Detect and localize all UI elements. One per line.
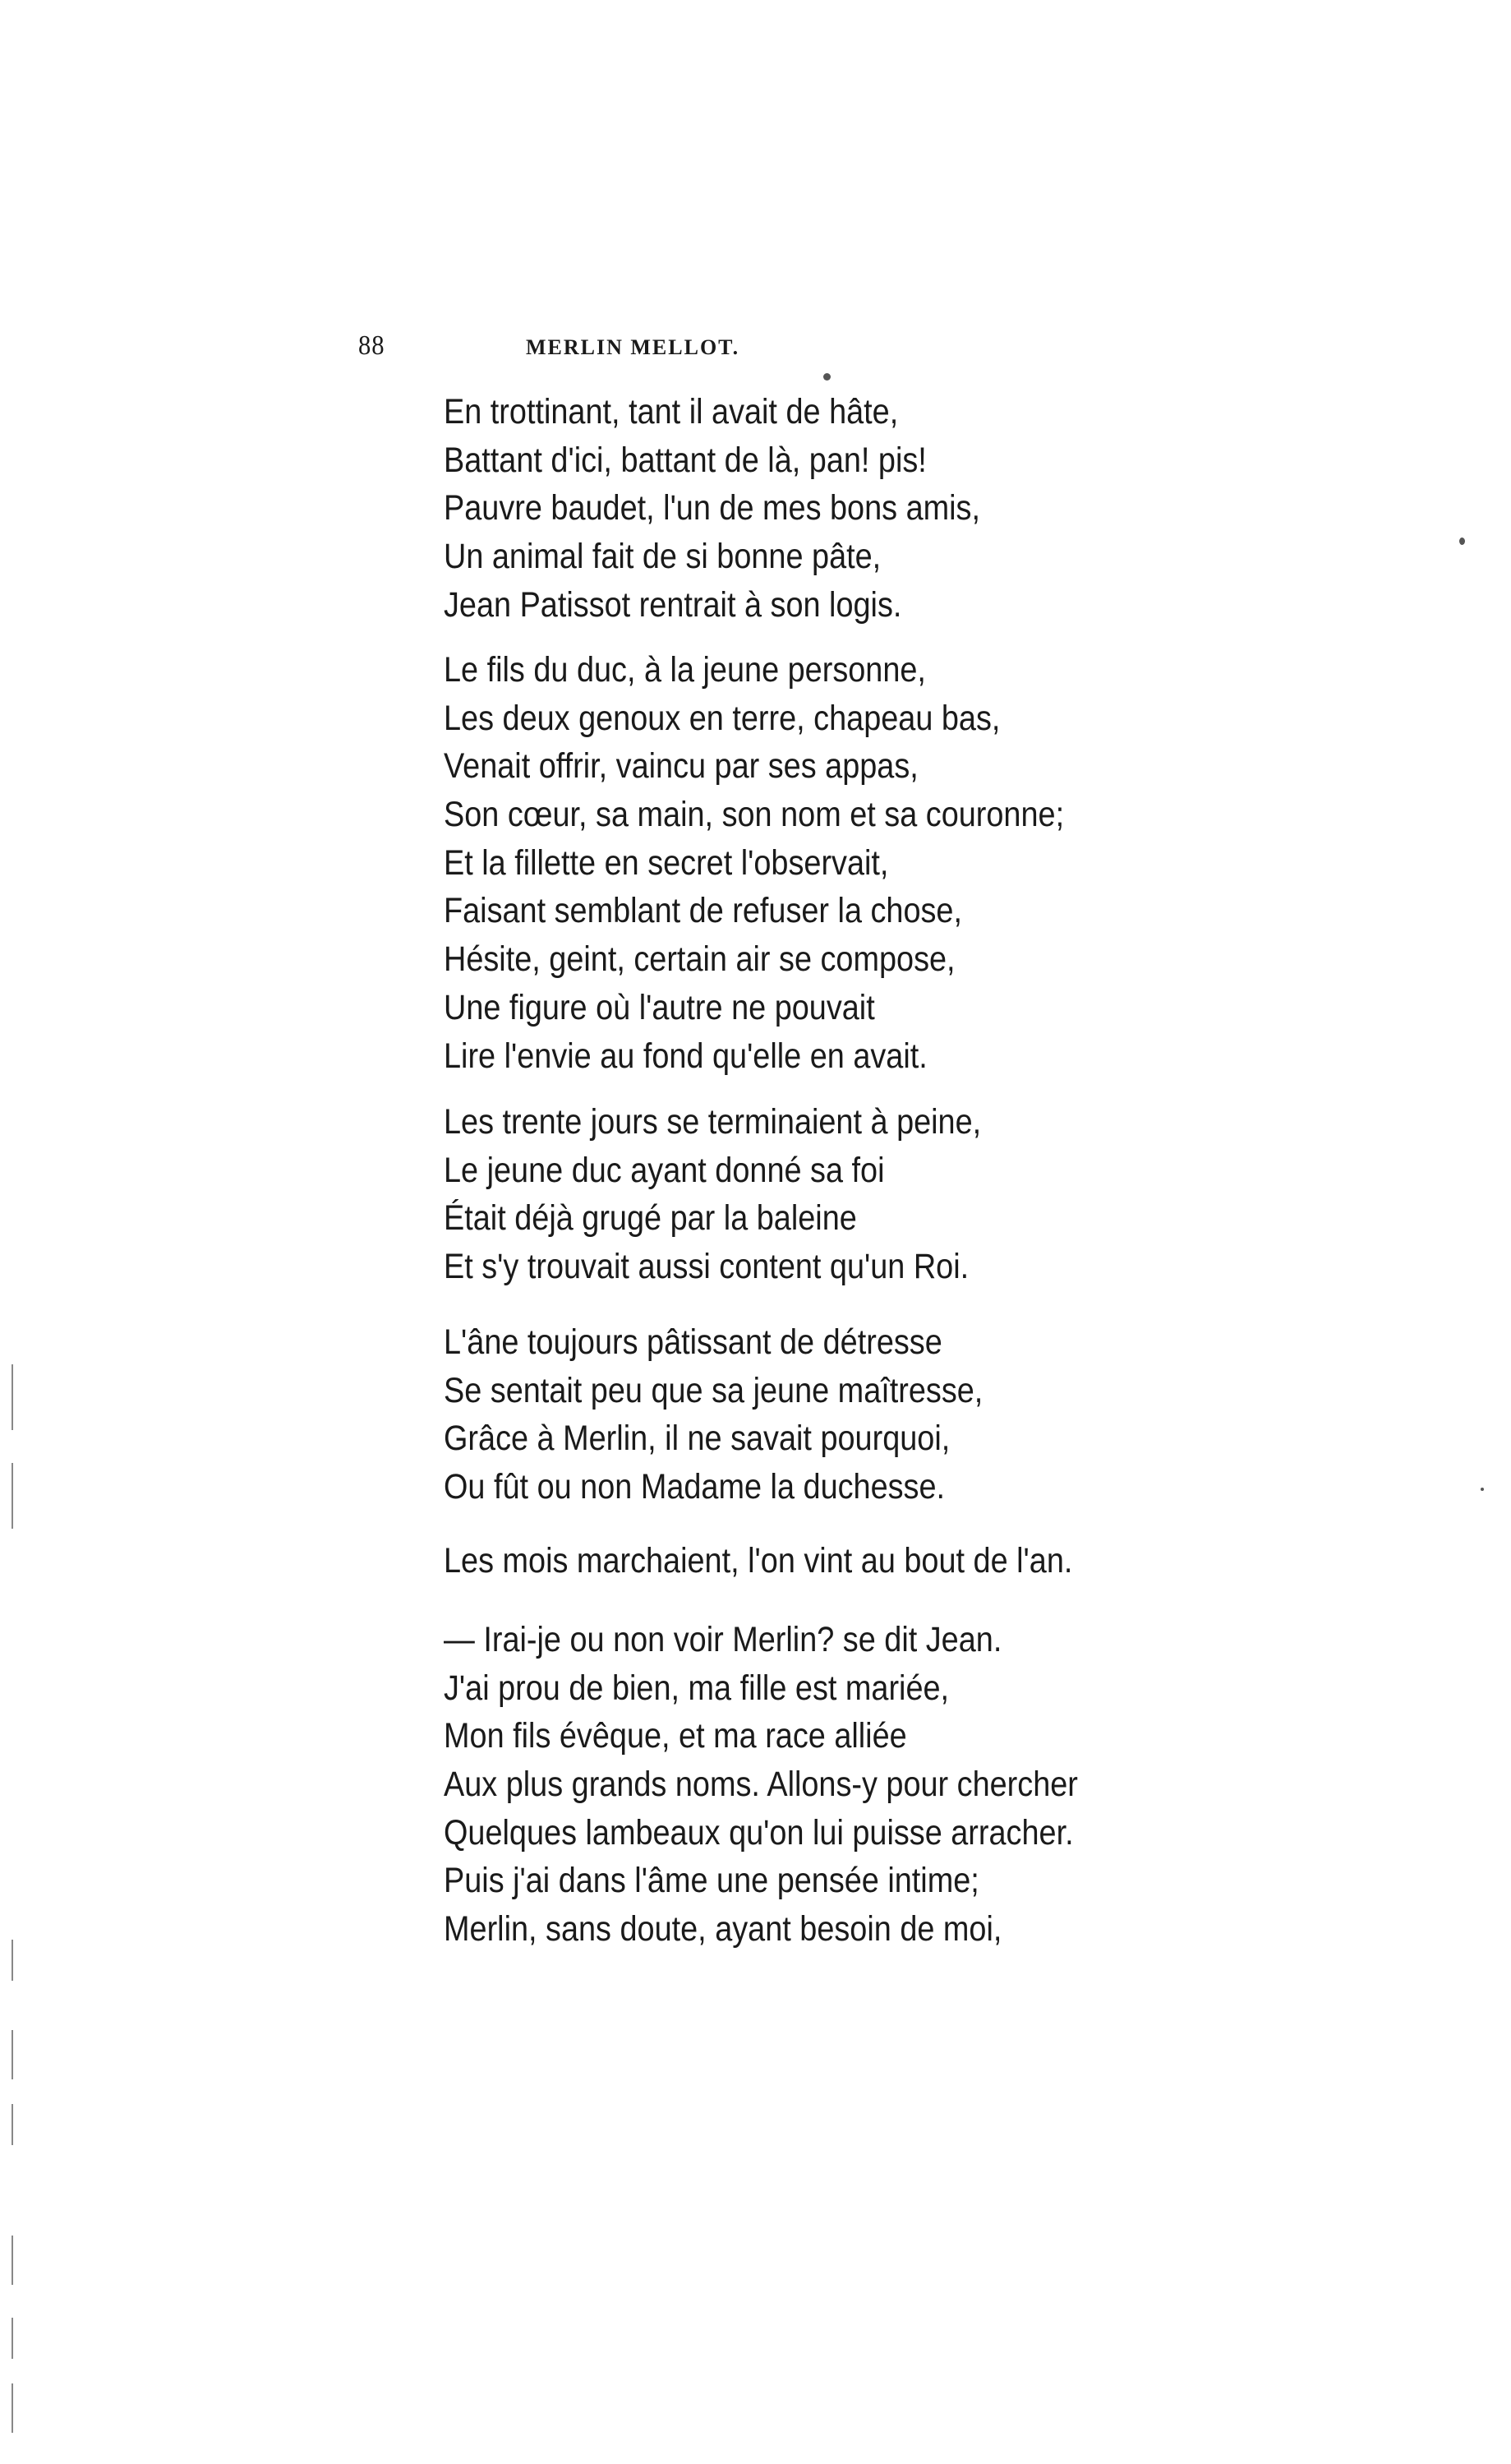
verse-line: Aux plus grands noms. Allons-y pour chercher: [444, 1765, 1078, 1805]
stanza: [444, 1537, 1265, 1585]
margin-mark: [12, 2030, 13, 2079]
verse-line: L'âne toujours pâtissant de détresse: [444, 1322, 942, 1362]
verse-line: Venait offrir, vaincu par ses appas,: [444, 746, 919, 787]
verse-line: Un animal fait de si bonne pâte,: [444, 537, 882, 577]
ink-speck: [1459, 538, 1465, 545]
verse-line: Se sentait peu que sa jeune maîtresse,: [444, 1370, 984, 1410]
verse-line: Une figure où l'autre ne pouvait: [444, 987, 875, 1027]
verse-line: Quelques lambeaux qu'on lui puisse arracher.: [444, 1812, 1074, 1853]
stanza: [444, 1616, 1265, 1954]
margin-mark: [12, 1364, 13, 1430]
margin-mark: [12, 2383, 13, 2433]
verse-line: Jean Patissot rentrait à son logis.: [444, 584, 902, 625]
stanza: [444, 1318, 1265, 1511]
running-title: MERLIN MELLOT.: [526, 335, 740, 359]
verse-line: Pauvre baudet, l'un de mes bons amis,: [444, 488, 980, 528]
verse-line: Les mois marchaient, l'on vint au bout de l'an.: [444, 1541, 1073, 1580]
margin-mark: [12, 2236, 13, 2285]
verse-line: Battant d'ici, battant de là, pan! pis!: [444, 440, 927, 480]
verse-line: Était déjà grugé par la baleine: [444, 1198, 857, 1239]
stanza: [444, 388, 1265, 629]
margin-mark: [12, 2318, 13, 2359]
verse-line: Les trente jours se terminaient à peine,: [444, 1102, 982, 1142]
verse-line: Le jeune duc ayant donné sa foi: [444, 1150, 885, 1190]
ink-speck: [823, 373, 831, 381]
verse-line: Et s'y trouvait aussi content qu'un Roi.: [444, 1247, 970, 1287]
verse-line: Mon fils évêque, et ma race alliée: [444, 1716, 907, 1756]
verse-line: Ou fût ou non Madame la duchesse.: [444, 1467, 946, 1507]
verse-line: Hésite, geint, certain air se compose,: [444, 939, 956, 980]
page-number: 88: [358, 330, 385, 361]
margin-mark: [12, 2104, 13, 2145]
stanza: [444, 1098, 1265, 1291]
verse-line: Merlin, sans doute, ayant besoin de moi,: [444, 1909, 1002, 1950]
margin-mark: [12, 1940, 13, 1981]
margin-mark: [12, 1463, 13, 1529]
verse-line: — Irai-je ou non voir Merlin? se dit Jean.: [444, 1620, 1002, 1659]
stanza: [444, 646, 1265, 1080]
verse-line: Lire l'envie au fond qu'elle en avait.: [444, 1036, 928, 1076]
verse-line: En trottinant, tant il avait de hâte,: [444, 392, 899, 431]
verse-line: Son cœur, sa main, son nom et sa couronne;: [444, 795, 1065, 835]
verse-line: Les deux genoux en terre, chapeau bas,: [444, 698, 1001, 738]
verse-line: Puis j'ai dans l'âme une pensée intime;: [444, 1861, 979, 1901]
verse-line: Faisant semblant de refuser la chose,: [444, 891, 963, 931]
ink-speck: [1481, 1488, 1484, 1491]
verse-line: Et la fillette en secret l'observait,: [444, 842, 889, 883]
verse-line: J'ai prou de bien, ma fille est mariée,: [444, 1668, 950, 1708]
verse-line: Grâce à Merlin, il ne savait pourquoi,: [444, 1419, 951, 1459]
verse-line: Le fils du duc, à la jeune personne,: [444, 650, 926, 690]
